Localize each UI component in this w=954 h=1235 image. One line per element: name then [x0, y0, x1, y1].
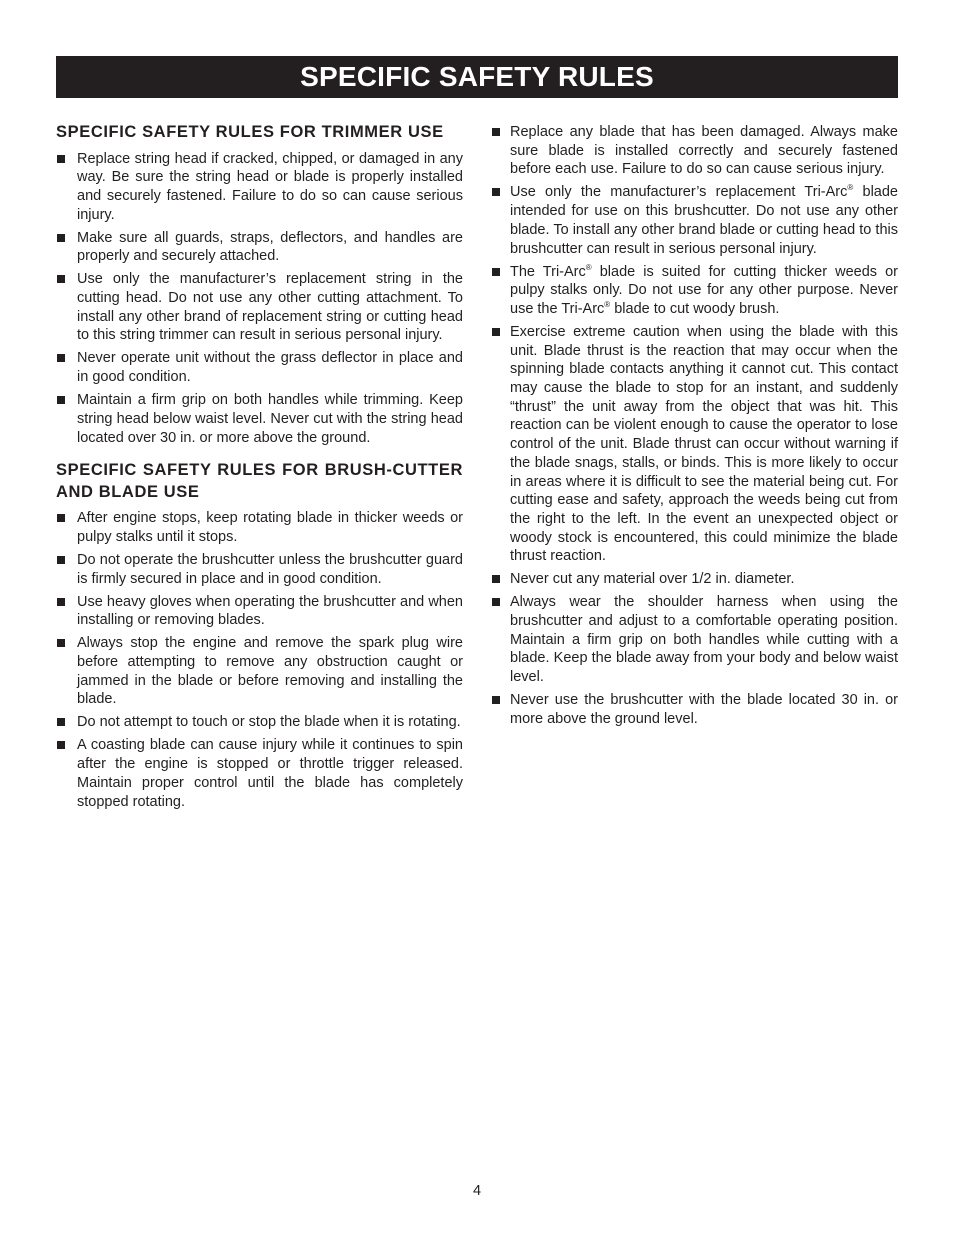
- item-text: blade is suited for cutting thicker weeds or pulpy stalks only. Do not use for any other purpose. Never use the Tri-Arc: [510, 263, 899, 317]
- list-item: Use heavy gloves when operating the brushcutter and when installing or removing blades.: [56, 593, 463, 630]
- list-item: Replace string head if cracked, chipped, or damaged in any way. Be sure the string head or blade is properly installed and securely fastened. Failure to do so can cause serious injury.: [56, 150, 463, 225]
- item-text: blade intended for use on this brushcutter. Do not use any other blade. To install any other brand blade or cutting head to this brushcutter can result in serious personal injury.: [510, 184, 898, 257]
- list-item: [491, 263, 898, 319]
- list-item: Exercise extreme caution when using the blade with this unit. Blade thrust is the reaction that may occur when the spinning blade contacts anything it cannot cut. This contact may cause the blade to stop for an instant, and suddenly “thrust” the unit away from the object that was hit. This reaction can be violent enough to cause the operator to lose control of the unit. Blade thrust can occur without warning if the blade snags, stalls, or binds. This is more likely to occur in areas where it is difficult to see the material being cut. For cutting ease and safety, approach the weeds being cut from the right to the left. In the event an unexpected object or woody stock is encountered, this could minimize the blade thrust reaction.: [491, 323, 898, 566]
- brushcutter-section-heading: SPECIFIC SAFETY RULES FOR BRUSH-CUTTER AND BLADE USE: [56, 461, 463, 501]
- item-text: blade to cut woody brush.: [610, 300, 780, 317]
- trimmer-rules-list: [56, 150, 463, 448]
- brushcutter-rules-list: [56, 509, 463, 811]
- page-title-banner: [56, 56, 898, 98]
- registered-mark: ®: [585, 262, 592, 272]
- list-item: Use only the manufacturer’s replacement string in the cutting head. Do not use any other cutting attachment. To install any other brand of replacement string or cutting head to this string trimmer can result in serious personal injury.: [56, 270, 463, 345]
- list-item: Never use the brushcutter with the blade located 30 in. or more above the ground level.: [491, 691, 898, 728]
- list-item: Always stop the engine and remove the spark plug wire before attempting to remove any obstruction caught or jammed in the blade or before removing and installing the blade.: [56, 634, 463, 709]
- left-column: [56, 122, 463, 816]
- list-item: [491, 183, 898, 258]
- registered-mark: ®: [604, 300, 611, 310]
- page-number: 4: [472, 1183, 482, 1199]
- list-item: Make sure all guards, straps, deflectors, and handles are properly and securely attached.: [56, 229, 463, 266]
- list-item: Never operate unit without the grass deflector in place and in good condition.: [56, 349, 463, 386]
- list-item: Do not attempt to touch or stop the blade when it is rotating.: [56, 713, 463, 732]
- brushcutter-rules-list-continued: [491, 123, 898, 729]
- list-item: A coasting blade can cause injury while it continues to spin after the engine is stopped or throttle trigger released. Maintain proper control until the blade has completely stopped rotating.: [56, 736, 463, 811]
- list-item: Never cut any material over 1/2 in. diameter.: [491, 570, 898, 589]
- list-item: Do not operate the brushcutter unless the brushcutter guard is firmly secured in place and in good condition.: [56, 551, 463, 588]
- registered-mark: ®: [847, 183, 854, 193]
- list-item: After engine stops, keep rotating blade in thicker weeds or pulpy stalks until it stops.: [56, 509, 463, 546]
- list-item: Always wear the shoulder harness when using the brushcutter and adjust to a comfortable operating position. Maintain a firm grip on both handles while cutting with a blade. Keep the blade away from your body and below waist level.: [491, 593, 898, 687]
- page-title: SPECIFIC SAFETY RULES: [300, 61, 654, 92]
- item-text: Use only the manufacturer’s replacement Tri-Arc: [510, 184, 848, 201]
- item-text: The Tri-Arc: [510, 263, 586, 280]
- list-item: Replace any blade that has been damaged. Always make sure blade is installed correctly and securely fastened before each use. Failure to do so can cause serious injury.: [491, 123, 898, 179]
- right-column: [491, 123, 898, 733]
- trimmer-section-heading: SPECIFIC SAFETY RULES FOR TRIMMER USE: [56, 123, 444, 141]
- list-item: Maintain a firm grip on both handles while trimming. Keep string head below waist level. Never cut with the string head located over 30 in. or more above the ground.: [56, 391, 463, 447]
